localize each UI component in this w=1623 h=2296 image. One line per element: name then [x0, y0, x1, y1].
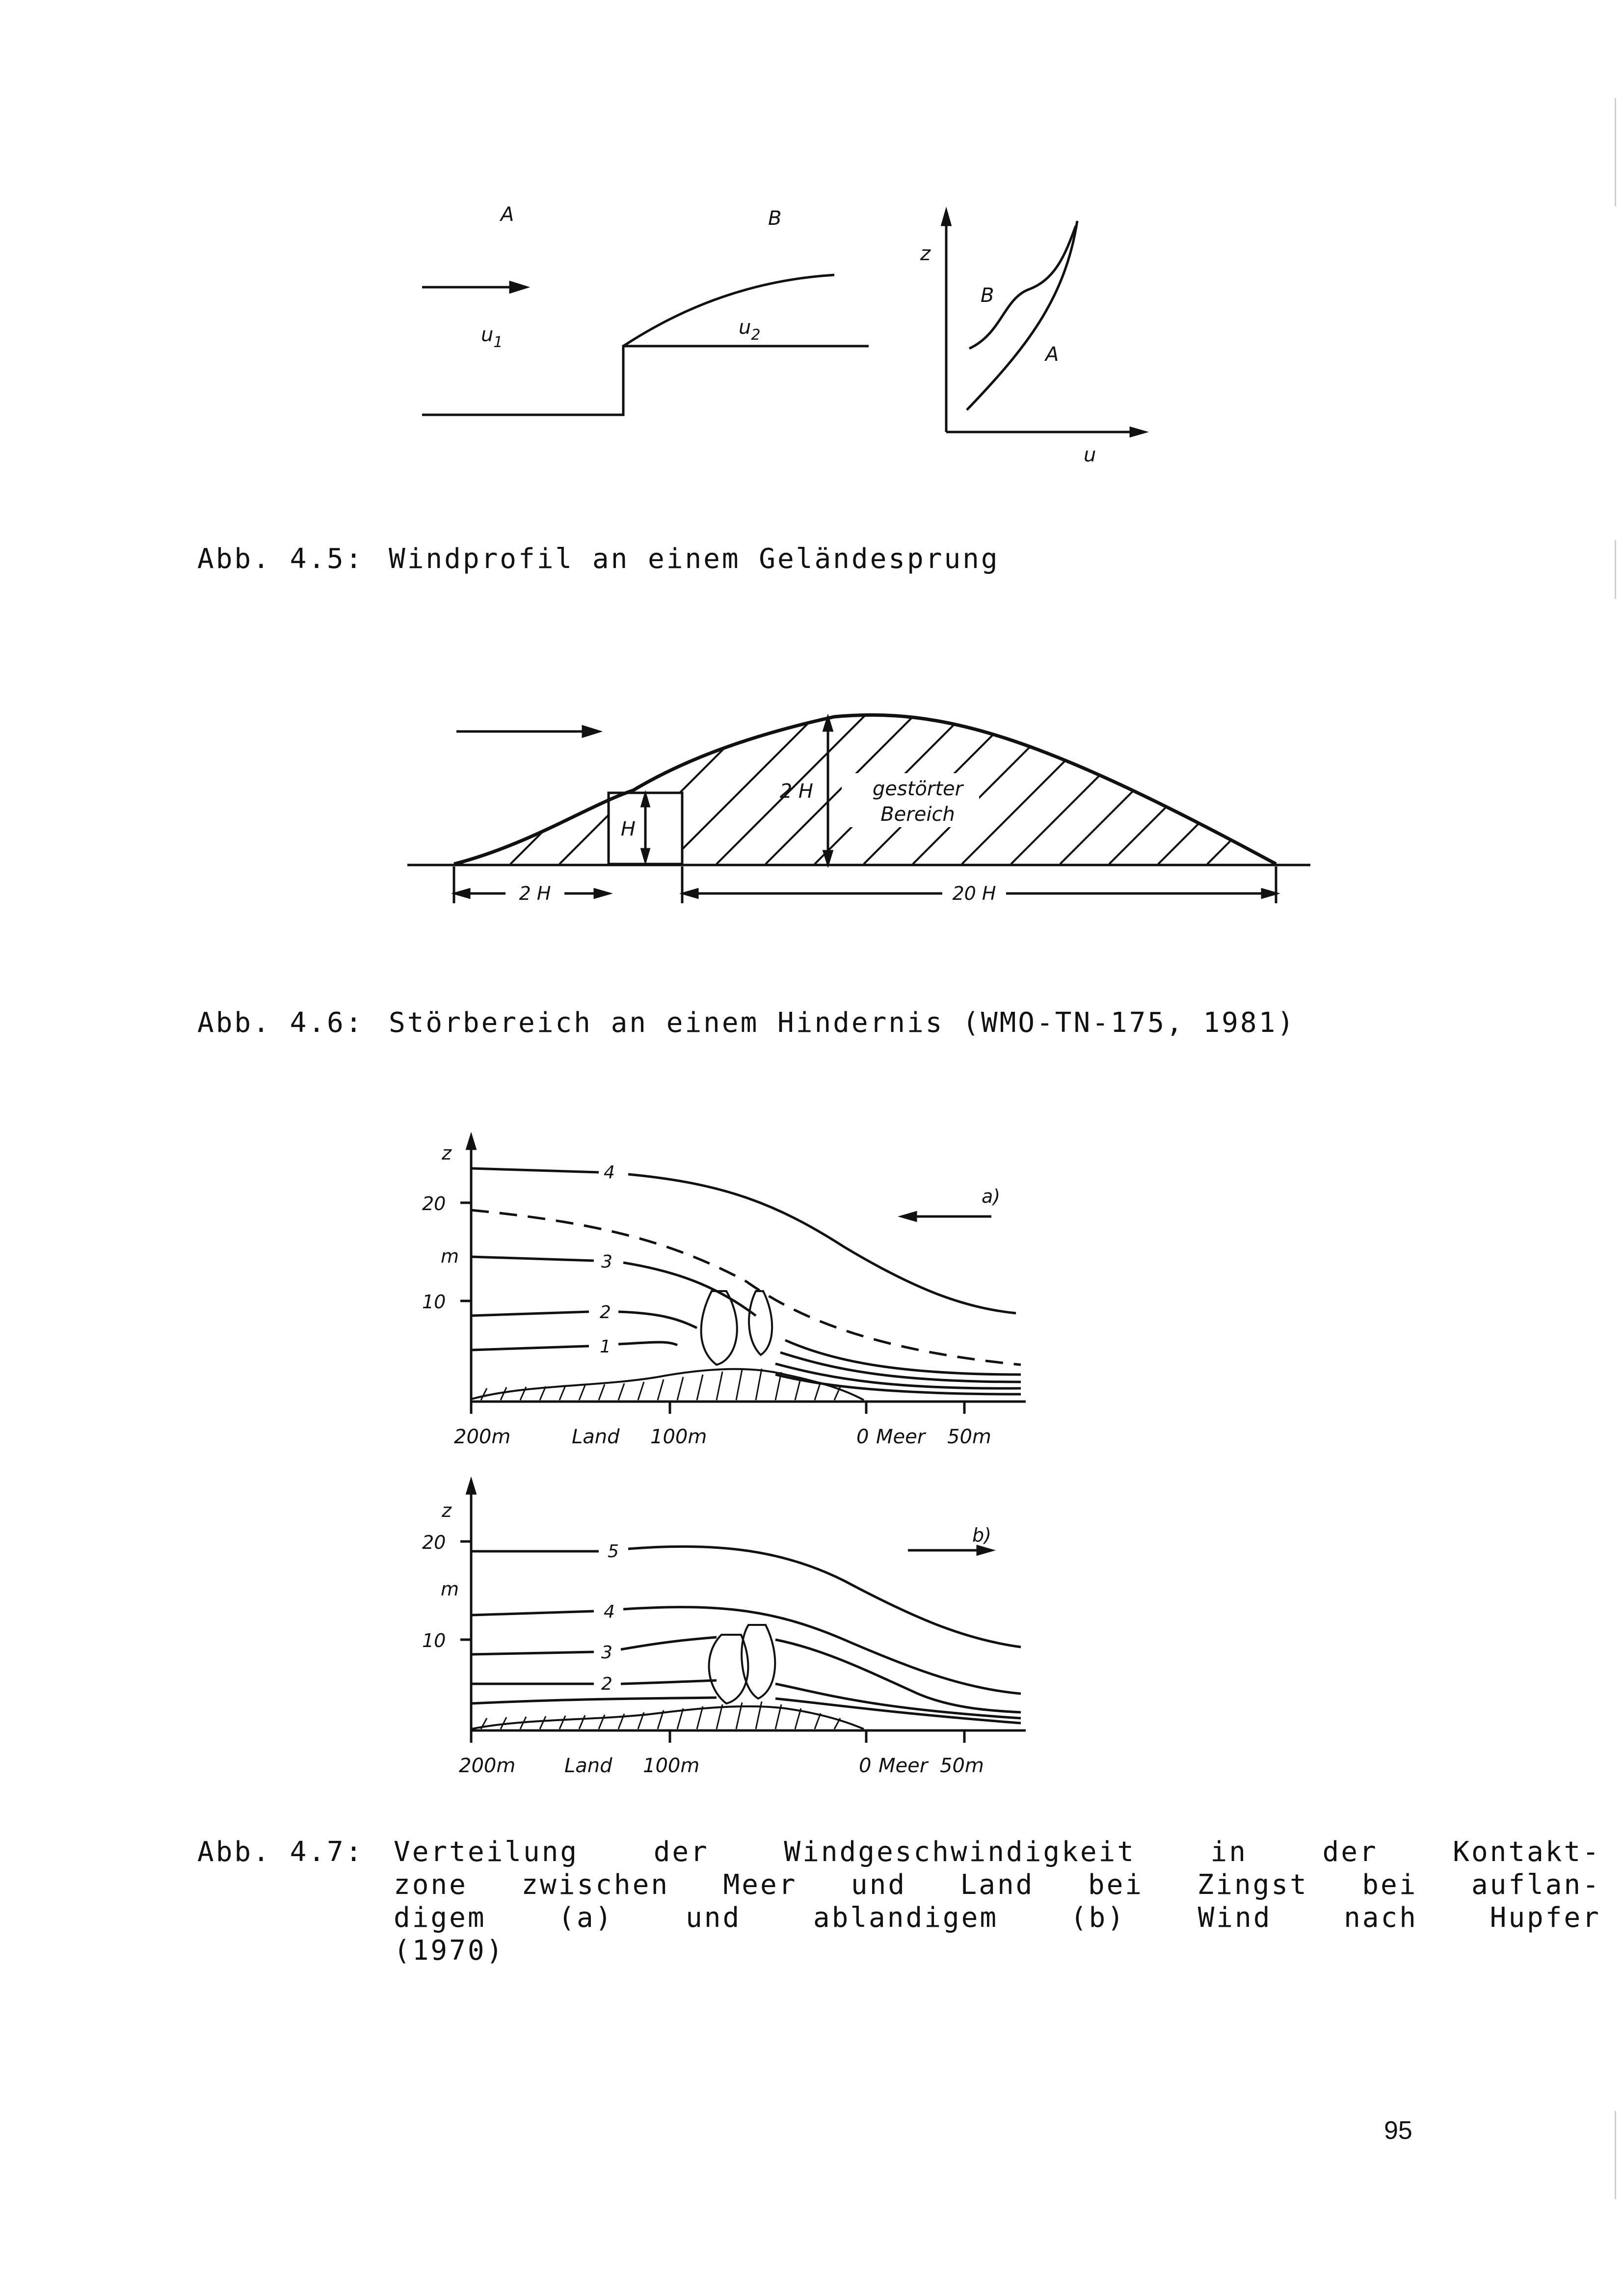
curve-b-label: B: [981, 284, 994, 307]
label-u1: $u_1$: [481, 324, 503, 351]
tick-10-label: 10: [422, 1291, 446, 1313]
x-0-label: 0: [856, 1426, 869, 1448]
caption-text: Windprofil an einem Geländesprung: [389, 543, 1000, 575]
caption-fig-4-5: [197, 542, 1414, 575]
panel-a-label: a): [982, 1186, 1001, 1207]
axis-z-label: z: [442, 1142, 452, 1164]
caption-line-3: digem (a) und ablandigem (b) Wind nach Hupfer: [394, 1902, 1601, 1934]
x-meer-label: Meer: [878, 1755, 928, 1777]
x-100m-label: 100m: [643, 1755, 700, 1777]
dim-2h-label: 2 H: [519, 883, 551, 904]
figure-4-5: [412, 187, 1158, 481]
ground-hatch: [481, 1702, 840, 1729]
scan-margin-line: [1615, 2111, 1616, 2199]
caption-text: Störbereich an einem Hindernis (WMO-TN-175, 1981): [389, 1007, 1296, 1039]
label-2h-top: 2 H: [779, 780, 813, 803]
isotach-5-label: 5: [608, 1541, 619, 1562]
scan-margin-line: [1615, 98, 1616, 206]
label-h: H: [620, 818, 636, 840]
x-meer-label: Meer: [876, 1426, 926, 1448]
isotach-2-label: 2: [601, 1674, 612, 1694]
unit-m-label: m: [441, 1245, 459, 1267]
ground-hatch: [481, 1369, 840, 1400]
figure-4-7a: [402, 1129, 1040, 1463]
caption-line-1: Verteilung der Windgeschwindigkeit in der Kontakt-: [394, 1836, 1601, 1868]
isotach-1-label: 1: [600, 1337, 611, 1357]
isotach-2-label: 2: [600, 1302, 611, 1323]
label-a: A: [501, 203, 514, 226]
x-200m-label: 200m: [459, 1755, 516, 1777]
page-number: 95: [1384, 2116, 1412, 2145]
scan-margin-line: [1615, 540, 1616, 599]
isotach-4-label: 4: [604, 1602, 615, 1622]
x-land-label: Land: [572, 1426, 620, 1448]
label-region-2: Bereich: [880, 803, 955, 826]
x-100m-label: 100m: [650, 1426, 707, 1448]
x-land-label: Land: [564, 1755, 612, 1777]
isotach-4-label: 4: [604, 1162, 615, 1183]
tick-20-label: 20: [422, 1532, 446, 1553]
axis-z-label: z: [442, 1500, 452, 1521]
unit-m-label: m: [441, 1578, 459, 1600]
tick-10-label: 10: [422, 1630, 446, 1651]
label-u2: $u_2$: [739, 316, 761, 344]
x-0-label: 0: [859, 1755, 872, 1777]
x-50m-label: 50m: [947, 1426, 991, 1448]
isotach-3-label: 3: [601, 1252, 612, 1272]
axis-z-label: z: [920, 243, 931, 265]
curve-a-label: A: [1045, 343, 1059, 366]
caption-line-4: (1970): [394, 1935, 505, 1967]
axis-u-label: u: [1084, 444, 1096, 466]
x-200m-label: 200m: [454, 1426, 511, 1448]
figure-4-6: [402, 697, 1325, 933]
caption-fig-4-6: [197, 1006, 1414, 1039]
x-50m-label: 50m: [940, 1755, 984, 1777]
dim-20h-label: 20 H: [952, 883, 996, 904]
label-b: B: [768, 207, 782, 230]
figure-4-7b: [402, 1478, 1040, 1792]
label-region-1: gestörter: [872, 778, 963, 800]
panel-b-label: b): [972, 1524, 991, 1546]
tick-20-label: 20: [422, 1193, 446, 1215]
isotach-3-label: 3: [601, 1643, 612, 1663]
caption-line-2: zone zwischen Meer und Land bei Zingst bei auflan-: [394, 1869, 1601, 1901]
caption-label: Abb. 4.5:: [197, 543, 364, 575]
caption-label: Abb. 4.6:: [197, 1007, 364, 1039]
caption-label: Abb. 4.7:: [197, 1836, 364, 1868]
